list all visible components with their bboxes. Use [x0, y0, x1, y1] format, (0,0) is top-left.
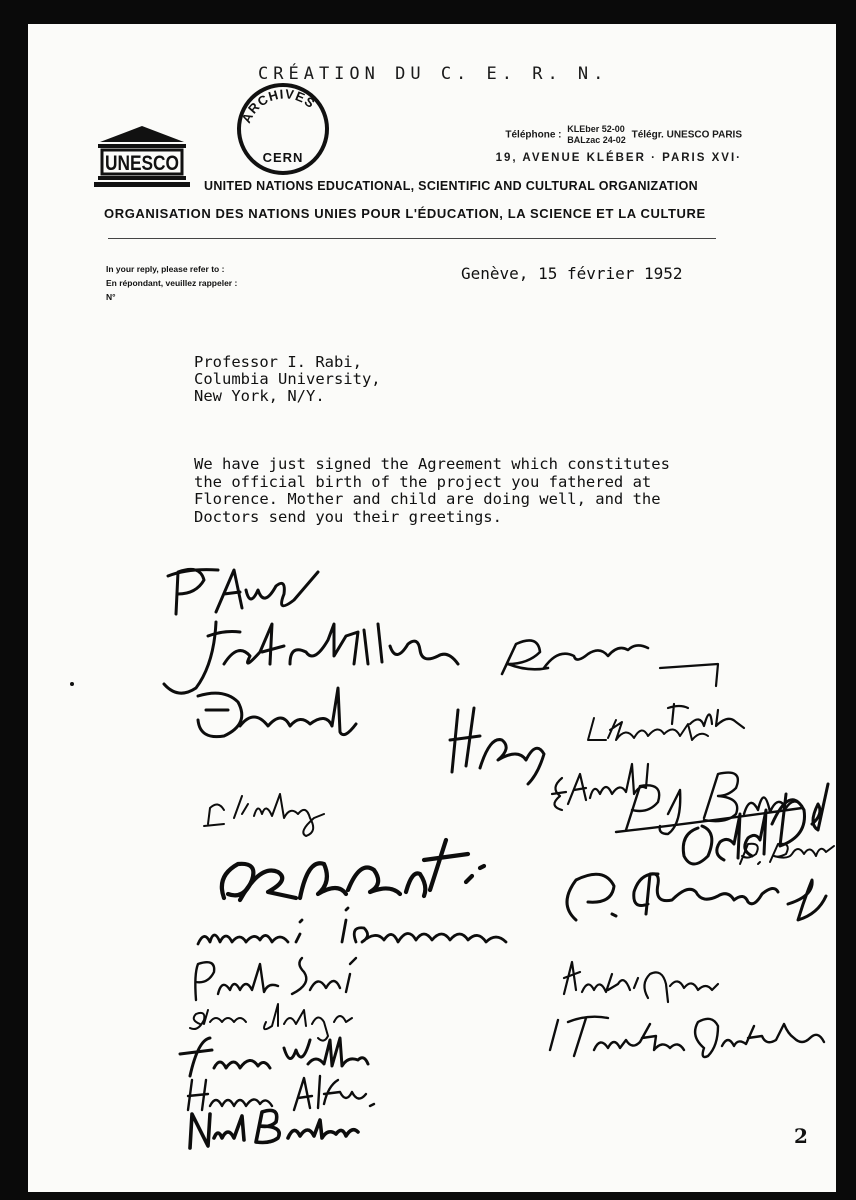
- org-name-en: UNITED NATIONS EDUCATIONAL, SCIENTIFIC AND CULTURAL ORGANIZATION: [204, 179, 698, 193]
- phone-label: Téléphone :: [505, 129, 562, 141]
- signature-auger: [168, 569, 318, 614]
- signature-kleinberg: [204, 794, 324, 836]
- body-line: Doctors send you their greetings.: [194, 507, 502, 526]
- signature-waller: [180, 1038, 368, 1076]
- signature-savic: [195, 958, 356, 1000]
- signatures-area: [28, 24, 836, 1192]
- signature-mercier: [564, 962, 718, 1002]
- signature-preiswerk: [740, 844, 834, 864]
- signature-dupont: [198, 688, 356, 737]
- page-number: 2: [794, 1124, 808, 1148]
- body-line: the official birth of the project you fathered at: [194, 472, 652, 491]
- recipient-line: Columbia University,: [194, 370, 381, 388]
- recipient-line: Professor I. Rabi,: [194, 353, 362, 371]
- signature-gustafson: [550, 1017, 824, 1057]
- ink-speck: [70, 682, 74, 686]
- signature-alfven: [188, 1076, 374, 1110]
- reply-line-fr: En répondant, veuillez rappeler :: [106, 278, 238, 288]
- signature-casati: [222, 840, 484, 900]
- signature-bakker: [616, 773, 802, 834]
- signature-kowarski: [588, 718, 708, 740]
- signature-nielsen: [164, 622, 458, 693]
- phone-number-1: KLEber 52-00: [567, 124, 625, 134]
- phone-number-2: BALzac 24-02: [567, 135, 626, 145]
- reply-number: N°: [106, 292, 116, 302]
- body-line: Florence. Mother and child are doing well, and the: [194, 490, 661, 508]
- document-title: CRÉATION DU C. E. R. N.: [258, 64, 609, 84]
- signature-scherrer: [567, 874, 826, 920]
- stamp-top-text: ARCHIVES: [238, 86, 319, 126]
- signature-bohr: [190, 1110, 358, 1148]
- street-address: 19, AVENUE KLÉBER · PARIS XVI·: [495, 152, 742, 164]
- signature-heisenberg: [450, 708, 544, 784]
- stamp-bottom-text: CERN: [262, 150, 304, 165]
- signature-iacobacci: [198, 908, 506, 944]
- reply-line-en: In your reply, please refer to :: [106, 264, 225, 274]
- recipient-line: New York, N/Y.: [194, 387, 325, 405]
- signature-dedijer: [190, 1004, 352, 1041]
- org-name-fr: ORGANISATION DES NATIONS UNIES POUR L'ÉDUCATION, LA SCIENCE ET LA CULTURE: [104, 206, 706, 221]
- letter-date: Genève, 15 février 1952: [461, 264, 683, 283]
- telegram-address: Télégr. UNESCO PARIS: [631, 129, 742, 141]
- unesco-logo-text: UNESCO: [105, 152, 179, 175]
- body-line: We have just signed the Agreement which constitutes: [194, 455, 670, 473]
- signature-perrin: [502, 640, 648, 674]
- signature-derose: [660, 664, 744, 728]
- letter-page: [28, 24, 836, 1192]
